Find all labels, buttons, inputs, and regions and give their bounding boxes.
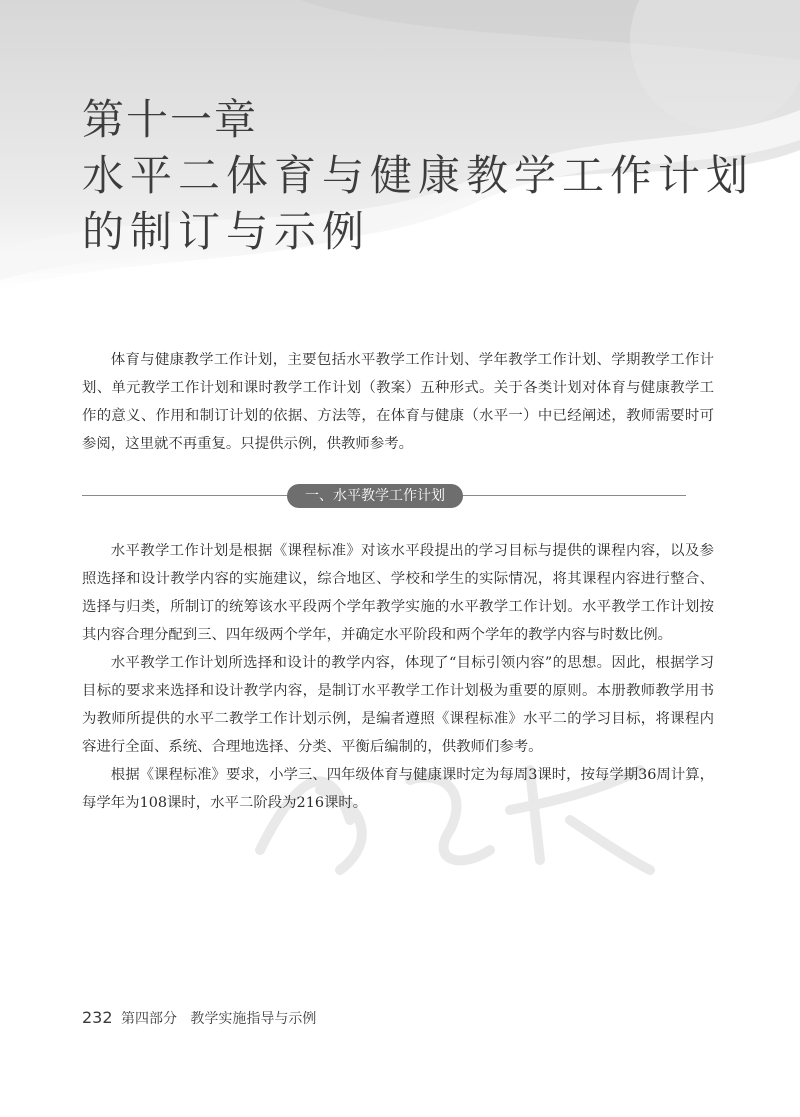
chapter-title [82,92,762,260]
body-paragraph: 水平教学工作计划所选择和设计的教学内容，体现了“目标引领内容”的思想。因此，根据学习目标的要求来选择和设计教学内容，是制订水平教学工作计划极为重要的原则。本册教师教学用书为教师所提供的水平二教学工作计划示例，是编者遵照《课程标准》水平二的学习目标，将课程内容进行全面、系统、合理地选择、分类、平衡后编制的，供教师们参考。 [82,655,714,755]
section-heading: 一、水平教学工作计划 [287,484,463,508]
page-footer [82,1008,316,1028]
footer-part: 第四部分 [121,1011,177,1027]
chapter-title-line2: 的制订与示例 [82,207,371,256]
page-number: 232 [82,1008,113,1027]
intro-paragraph: 体育与健康教学工作计划，主要包括水平教学工作计划、学年教学工作计划、学期教学工作计划、单元教学工作计划和课时教学工作计划（教案）五种形式。关于各类计划对体育与健康教学工作的意义、作用和制订计划的依据、方法等，在体育与健康（水平一）中已经阐述，教师需要时可参阅，这里就不再重复。只提供示例，供教师参考。 [82,352,714,452]
footer-part-title: 教学实施指导与示例 [190,1011,317,1027]
section-body [82,537,714,817]
chapter-label: 第十一章 [82,95,259,144]
section-divider [82,484,686,508]
chapter-title-line1: 水平二体育与健康教学工作计划 [82,151,755,200]
body-paragraph: 根据《课程标准》要求，小学三、四年级体育与健康课时定为每周3课时，按每学期36周计算，每学年为108课时，水平二阶段为216课时。 [82,767,714,811]
body-paragraph: 水平教学工作计划是根据《课程标准》对该水平段提出的学习目标与提供的课程内容，以及参照选择和设计教学内容的实施建议，综合地区、学校和学生的实际情况，将其课程内容进行整合、选择与归类，所制订的统筹该水平段两个学年教学实施的水平教学工作计划。水平教学工作计划按其内容合理分配到三、四年级两个学年，并确定水平阶段和两个学年的教学内容与时数比例。 [82,543,714,643]
